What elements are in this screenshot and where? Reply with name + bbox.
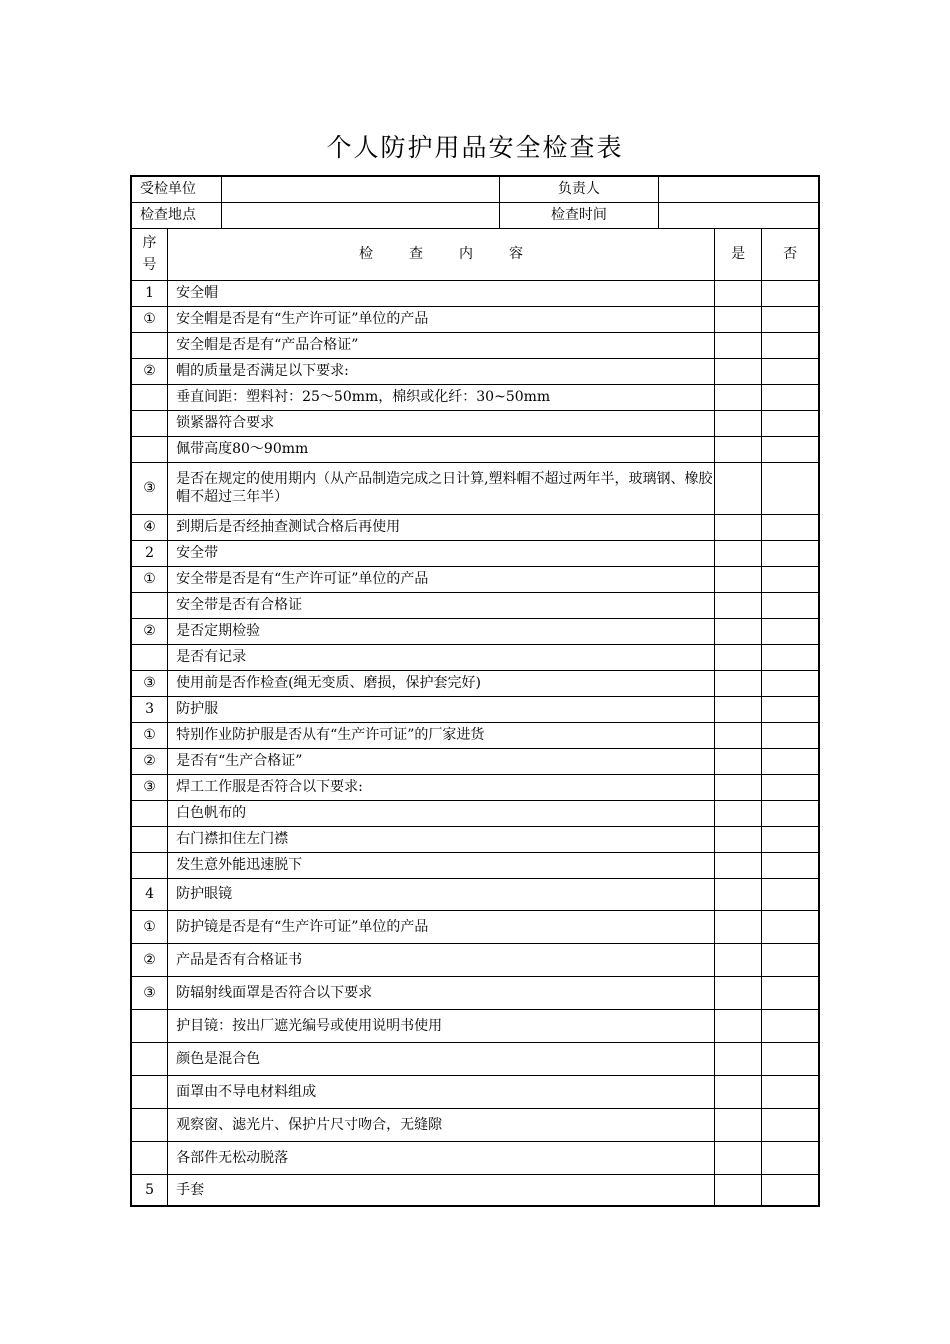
yes-checkbox-cell[interactable] [715,910,762,943]
table-row [131,826,819,852]
row-number: 4 [131,878,168,910]
yes-checkbox-cell[interactable] [715,722,762,748]
place-value[interactable] [221,202,499,228]
row-content: 佩带高度80～90mm [168,436,715,462]
yes-checkbox-cell[interactable] [715,1009,762,1042]
table-row [131,514,819,540]
row-content: 防护服 [168,696,715,722]
row-number [131,384,168,410]
row-content: 右门襟扣住左门襟 [168,826,715,852]
no-checkbox-cell[interactable] [762,540,819,566]
content-column-header: 检查内容 [168,228,715,280]
yes-checkbox-cell[interactable] [715,1141,762,1174]
row-number: ② [131,618,168,644]
table-row [131,910,819,943]
no-checkbox-cell[interactable] [762,1108,819,1141]
row-content: 是否有记录 [168,644,715,670]
yes-checkbox-cell[interactable] [715,826,762,852]
row-number: ② [131,943,168,976]
table-row [131,410,819,436]
row-number [131,410,168,436]
row-content: 观察窗、滤光片、保护片尺寸吻合，无缝隙 [168,1108,715,1141]
row-number: ① [131,910,168,943]
yes-checkbox-cell[interactable] [715,696,762,722]
row-content: 安全帽是否是有“生产许可证”单位的产品 [168,306,715,332]
yes-checkbox-cell[interactable] [715,592,762,618]
yes-checkbox-cell[interactable] [715,748,762,774]
row-number: ③ [131,774,168,800]
row-content: 到期后是否经抽查测试合格后再使用 [168,514,715,540]
yes-checkbox-cell[interactable] [715,514,762,540]
yes-checkbox-cell[interactable] [715,540,762,566]
header-row-place [131,202,819,228]
table-row [131,1141,819,1174]
row-number: 2 [131,540,168,566]
no-checkbox-cell[interactable] [762,670,819,696]
row-content: 安全帽是否是有“产品合格证” [168,332,715,358]
inspection-table [130,175,820,1207]
row-number [131,1108,168,1141]
row-content: 安全帽 [168,280,715,306]
no-checkbox-cell[interactable] [762,566,819,592]
row-number: 1 [131,280,168,306]
person-value[interactable] [659,176,819,202]
table-row [131,774,819,800]
row-content: 锁紧器符合要求 [168,410,715,436]
row-content: 颜色是混合色 [168,1042,715,1075]
yes-checkbox-cell[interactable] [715,618,762,644]
table-row [131,1174,819,1206]
no-checkbox-cell[interactable] [762,436,819,462]
no-checkbox-cell[interactable] [762,852,819,878]
row-number: 5 [131,1174,168,1206]
row-number [131,1042,168,1075]
row-content: 安全带是否有合格证 [168,592,715,618]
table-row [131,943,819,976]
row-content: 垂直间距：塑料衬：25～50mm，棉织或化纤：30~50mm [168,384,715,410]
yes-checkbox-cell[interactable] [715,332,762,358]
table-row [131,1042,819,1075]
no-checkbox-cell[interactable] [762,332,819,358]
table-row [131,540,819,566]
table-row [131,1108,819,1141]
no-checkbox-cell[interactable] [762,384,819,410]
table-row [131,436,819,462]
no-checkbox-cell[interactable] [762,943,819,976]
person-label: 负责人 [499,176,658,202]
yes-checkbox-cell[interactable] [715,358,762,384]
row-number [131,852,168,878]
table-row [131,696,819,722]
time-label: 检查时间 [499,202,658,228]
no-column-header [131,228,168,280]
table-row [131,358,819,384]
no-checkbox-cell[interactable] [762,696,819,722]
no-checkbox-cell[interactable] [762,358,819,384]
row-number [131,1009,168,1042]
row-content: 安全带是否是有“生产许可证”单位的产品 [168,566,715,592]
row-number [131,800,168,826]
no-checkbox-cell[interactable] [762,592,819,618]
row-content: 防辐射线面罩是否符合以下要求 [168,976,715,1009]
row-content: 是否有“生产合格证” [168,748,715,774]
no-checkbox-cell[interactable] [762,1174,819,1206]
row-number [131,592,168,618]
row-number: ③ [131,462,168,514]
row-content: 防护眼镜 [168,878,715,910]
table-row [131,280,819,306]
yes-checkbox-cell[interactable] [715,774,762,800]
yes-checkbox-cell[interactable] [715,462,762,514]
table-row [131,644,819,670]
row-number: ④ [131,514,168,540]
table-row [131,800,819,826]
row-number [131,436,168,462]
row-number [131,332,168,358]
table-row [131,306,819,332]
yes-checkbox-cell[interactable] [715,878,762,910]
yes-checkbox-cell[interactable] [715,976,762,1009]
row-content: 各部件无松动脱落 [168,1141,715,1174]
no-header-bottom: 号 [142,257,157,273]
row-content: 产品是否有合格证书 [168,943,715,976]
time-value[interactable] [659,202,819,228]
no-checkbox-cell[interactable] [762,910,819,943]
row-number [131,1075,168,1108]
no-checkbox-cell[interactable] [762,878,819,910]
row-content: 发生意外能迅速脱下 [168,852,715,878]
yes-checkbox-cell[interactable] [715,852,762,878]
table-row [131,462,819,514]
row-number: ① [131,306,168,332]
yes-checkbox-cell[interactable] [715,1174,762,1206]
unit-value[interactable] [221,176,499,202]
yes-checkbox-cell[interactable] [715,644,762,670]
table-row [131,976,819,1009]
yes-checkbox-cell[interactable] [715,1075,762,1108]
table-row [131,592,819,618]
yes-checkbox-cell[interactable] [715,410,762,436]
unit-label: 受检单位 [131,176,221,202]
table-row [131,618,819,644]
table-row [131,670,819,696]
yes-checkbox-cell[interactable] [715,436,762,462]
header-row-unit [131,176,819,202]
yes-checkbox-cell[interactable] [715,280,762,306]
yes-checkbox-cell[interactable] [715,800,762,826]
no-checkbox-cell[interactable] [762,976,819,1009]
no-checkbox-cell[interactable] [762,462,819,514]
row-content: 特别作业防护服是否从有“生产许可证”的厂家进货 [168,722,715,748]
table-row [131,384,819,410]
no-checkbox-cell[interactable] [762,1042,819,1075]
yes-checkbox-cell[interactable] [715,566,762,592]
table-row [131,332,819,358]
yes-checkbox-cell[interactable] [715,306,762,332]
no-checkbox-cell[interactable] [762,748,819,774]
yes-checkbox-cell[interactable] [715,670,762,696]
table-row [131,1009,819,1042]
row-number [131,826,168,852]
table-row [131,748,819,774]
table-row [131,722,819,748]
column-header-row [131,228,819,280]
row-content: 护目镜：按出厂遮光编号或使用说明书使用 [168,1009,715,1042]
place-label: 检查地点 [131,202,221,228]
yes-checkbox-cell[interactable] [715,943,762,976]
no-checkbox-cell[interactable] [762,306,819,332]
row-number: 3 [131,696,168,722]
table-row [131,852,819,878]
row-content: 是否在规定的使用期内（从产品制造完成之日计算,塑料帽不超过两年半，玻璃钢、橡胶帽不超过三年半） [168,462,715,514]
no-checkbox-cell[interactable] [762,410,819,436]
no-answer-column-header: 否 [762,228,819,280]
no-header-top: 序 [142,235,157,251]
no-checkbox-cell[interactable] [762,1075,819,1108]
row-content: 是否定期检验 [168,618,715,644]
no-checkbox-cell[interactable] [762,722,819,748]
row-number: ① [131,722,168,748]
row-number: ③ [131,976,168,1009]
table-row [131,1075,819,1108]
page-title: 个人防护用品安全检查表 [326,133,624,162]
no-checkbox-cell[interactable] [762,514,819,540]
row-number [131,644,168,670]
row-number [131,1141,168,1174]
yes-checkbox-cell[interactable] [715,384,762,410]
row-content: 安全带 [168,540,715,566]
no-checkbox-cell[interactable] [762,800,819,826]
yes-checkbox-cell[interactable] [715,1108,762,1141]
row-number: ② [131,748,168,774]
no-checkbox-cell[interactable] [762,774,819,800]
table-row [131,566,819,592]
no-checkbox-cell[interactable] [762,1141,819,1174]
row-content: 面罩由不导电材料组成 [168,1075,715,1108]
row-content: 手套 [168,1174,715,1206]
row-number: ① [131,566,168,592]
no-checkbox-cell[interactable] [762,644,819,670]
row-number: ③ [131,670,168,696]
row-content: 帽的质量是否满足以下要求: [168,358,715,384]
yes-column-header: 是 [715,228,762,280]
row-content: 白色帆布的 [168,800,715,826]
row-number: ② [131,358,168,384]
row-content: 防护镜是否是有“生产许可证”单位的产品 [168,910,715,943]
table-row [131,878,819,910]
no-checkbox-cell[interactable] [762,280,819,306]
no-checkbox-cell[interactable] [762,826,819,852]
no-checkbox-cell[interactable] [762,1009,819,1042]
row-content: 使用前是否作检查(绳无变质、磨损，保护套完好) [168,670,715,696]
no-checkbox-cell[interactable] [762,618,819,644]
yes-checkbox-cell[interactable] [715,1042,762,1075]
row-content: 焊工工作服是否符合以下要求: [168,774,715,800]
